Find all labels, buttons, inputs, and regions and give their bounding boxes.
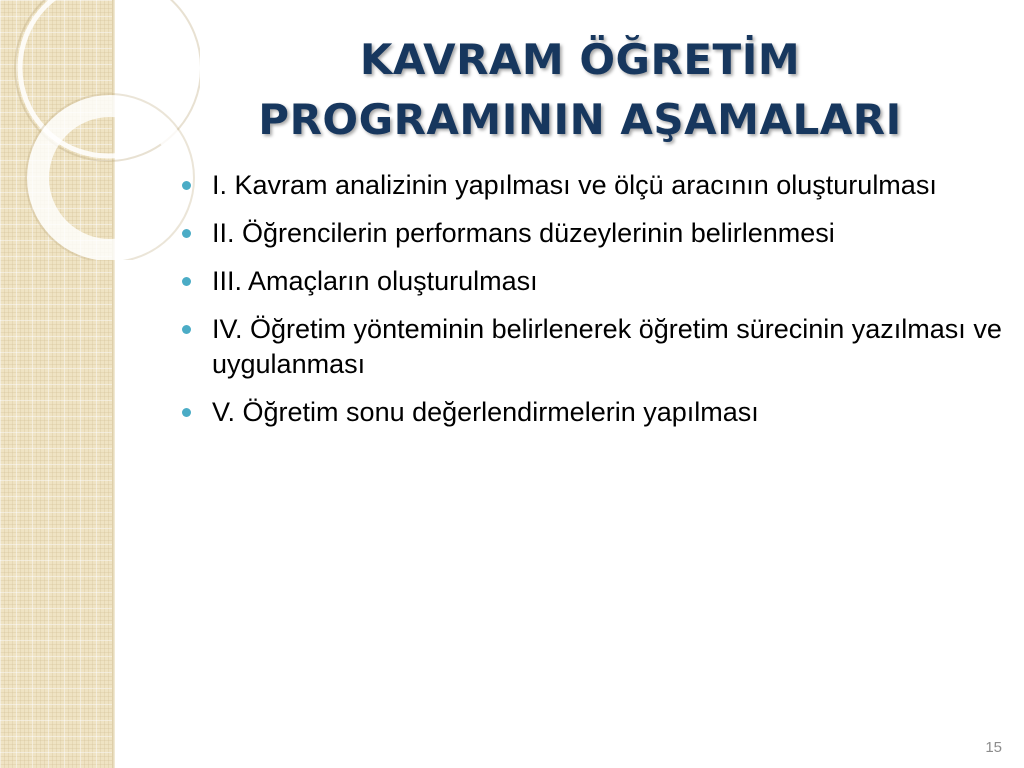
bullet-text: III. Amaçların oluşturulması xyxy=(212,266,538,296)
bullet-item xyxy=(180,395,1010,430)
bullet-dot-icon xyxy=(182,229,191,238)
slide-title-line-1: KAVRAM ÖĞRETİM xyxy=(359,35,801,84)
bullet-item xyxy=(180,216,1010,251)
page-number: 15 xyxy=(985,739,1002,756)
bullet-text: II. Öğrencilerin performans düzeylerinin belirlenmesi xyxy=(212,218,835,248)
bullet-dot-icon xyxy=(182,408,191,417)
bullet-dot-icon xyxy=(182,325,191,334)
bullet-text: I. Kavram analizinin yapılması ve ölçü aracının oluşturulması xyxy=(212,170,937,200)
slide-title-line-2: PROGRAMININ AŞAMALARI xyxy=(258,95,902,144)
slide-title xyxy=(150,30,1010,150)
bullet-dot-icon xyxy=(182,277,191,286)
bullet-item xyxy=(180,312,1010,382)
bullet-text: V. Öğretim sonu değerlendirmelerin yapılması xyxy=(212,397,759,427)
bullet-list xyxy=(180,168,1010,443)
bullet-item xyxy=(180,264,1010,299)
bullet-dot-icon xyxy=(182,181,191,190)
bullet-text: IV. Öğretim yönteminin belirlenerek öğretim sürecinin yazılması ve uygulanması xyxy=(212,314,1002,379)
bullet-item xyxy=(180,168,1010,203)
